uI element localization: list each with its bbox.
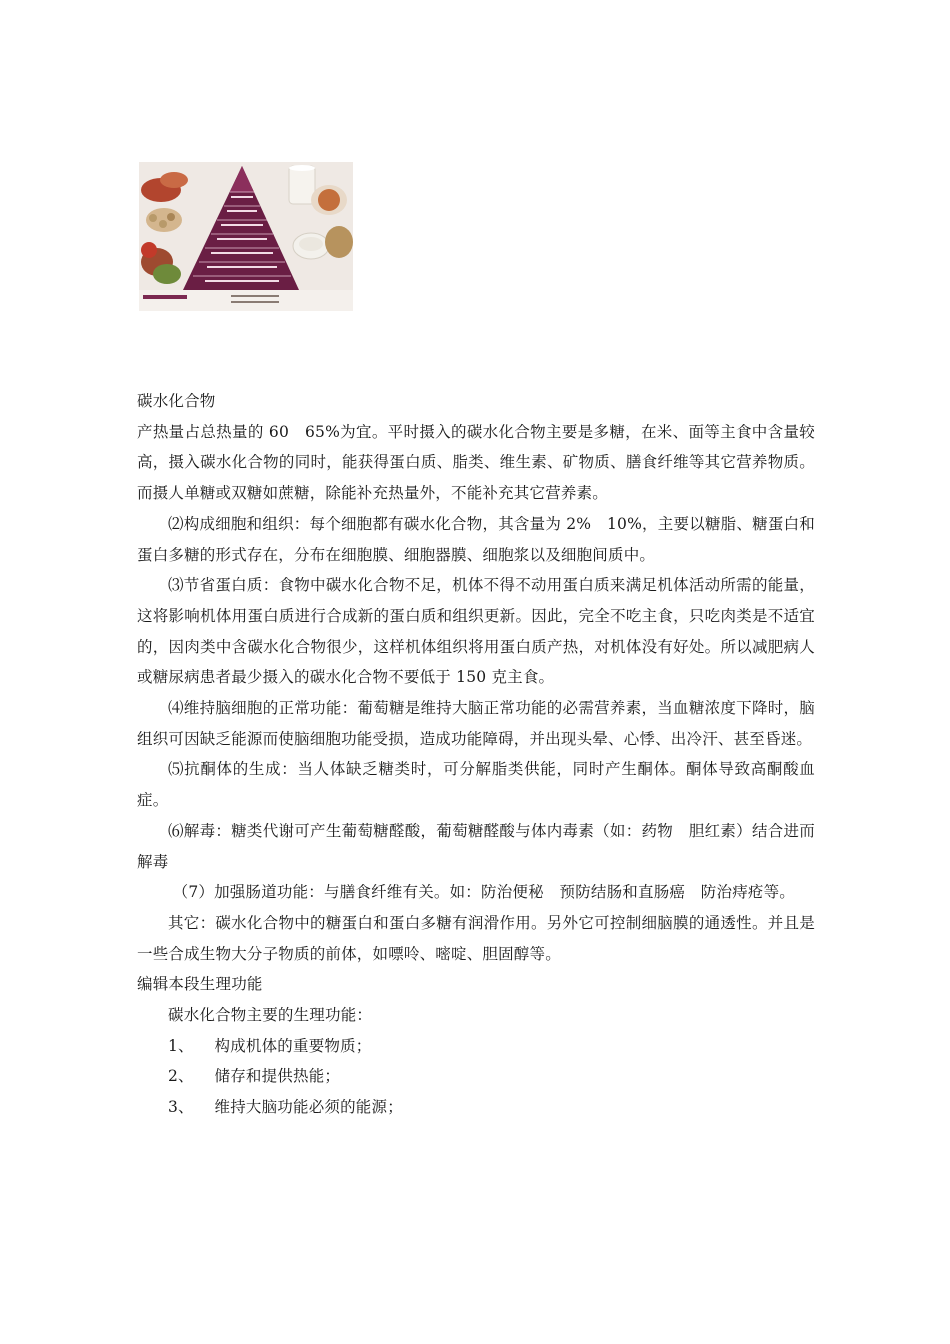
- list-number: 2、: [168, 1067, 194, 1086]
- paragraph-protein: ⑶节省蛋白质：食物中碳水化合物不足，机体不得不动用蛋白质来满足机体活动所需的能量，这将影响机体用蛋白质进行合成新的蛋白质和组织更新。因此，完全不吃主食，只吃肉类是不适宜的，因肉类中含碳水化合物很少，这样机体组织将用蛋白质产热，对机体没有好处。所以减肥病人或糖尿病患者最少摄入的碳水化合物不要低于 150 克主食。: [137, 576, 815, 687]
- subsection-intro: 碳水化合物主要的生理功能：: [168, 1006, 373, 1025]
- paragraph-cells: ⑵构成细胞和组织：每个细胞都有碳水化合物，其含量为 2% 10%，主要以糖脂、糖蛋白和蛋白多糖的形式存在，分布在细胞膜、细胞器膜、细胞浆以及细胞间质中。: [137, 514, 815, 564]
- list-text: 维持大脑功能必须的能源；: [214, 1098, 403, 1117]
- paragraph-intestine: （7）加强肠道功能：与膳食纤维有关。如：防治便秘 预防结肠和直肠癌 防治痔疮等。: [172, 883, 796, 902]
- list-item: [137, 1092, 815, 1123]
- list-item: [137, 1031, 815, 1062]
- subsection-title: 编辑本段生理功能: [137, 975, 263, 994]
- list-number: 1、: [168, 1036, 194, 1055]
- list-text: 构成机体的重要物质；: [214, 1036, 372, 1055]
- list-text: 储存和提供热能；: [214, 1067, 341, 1086]
- food-pyramid-illustration: [139, 162, 353, 311]
- paragraph-ketone: ⑸抗酮体的生成：当人体缺乏糖类时，可分解脂类供能，同时产生酮体。酮体导致高酮酸血症。: [137, 760, 815, 810]
- article-body: [137, 386, 815, 1123]
- paragraph-detox: ⑹解毒：糖类代谢可产生葡萄糖醛酸，葡萄糖醛酸与体内毒素（如：药物 胆红素）结合进而解毒: [137, 821, 815, 871]
- paragraph-energy: 产热量占总热量的 60 65%为宜。平时摄入的碳水化合物主要是多糖，在米、面等主食中含量较高，摄入碳水化合物的同时，能获得蛋白质、脂类、维生素、矿物质、膳食纤维等其它营养物质。而摄人单糖或双糖如蔗糖，除能补充热量外，不能补充其它营养素。: [137, 422, 815, 503]
- food-pyramid-image: [139, 162, 353, 311]
- section-title: 碳水化合物: [137, 392, 216, 410]
- list-item: [137, 1061, 815, 1092]
- paragraph-other: 其它：碳水化合物中的糖蛋白和蛋白多糖有润滑作用。另外它可控制细脑膜的通透性。并且是一些合成生物大分子物质的前体，如嘌呤、嘧啶、胆固醇等。: [137, 913, 815, 963]
- paragraph-brain: ⑷维持脑细胞的正常功能：葡萄糖是维持大脑正常功能的必需营养素，当血糖浓度下降时，脑组织可因缺乏能源而使脑细胞功能受损，造成功能障碍，并出现头晕、心悸、出冷汗、甚至昏迷。: [137, 699, 815, 748]
- list-number: 3、: [168, 1098, 194, 1117]
